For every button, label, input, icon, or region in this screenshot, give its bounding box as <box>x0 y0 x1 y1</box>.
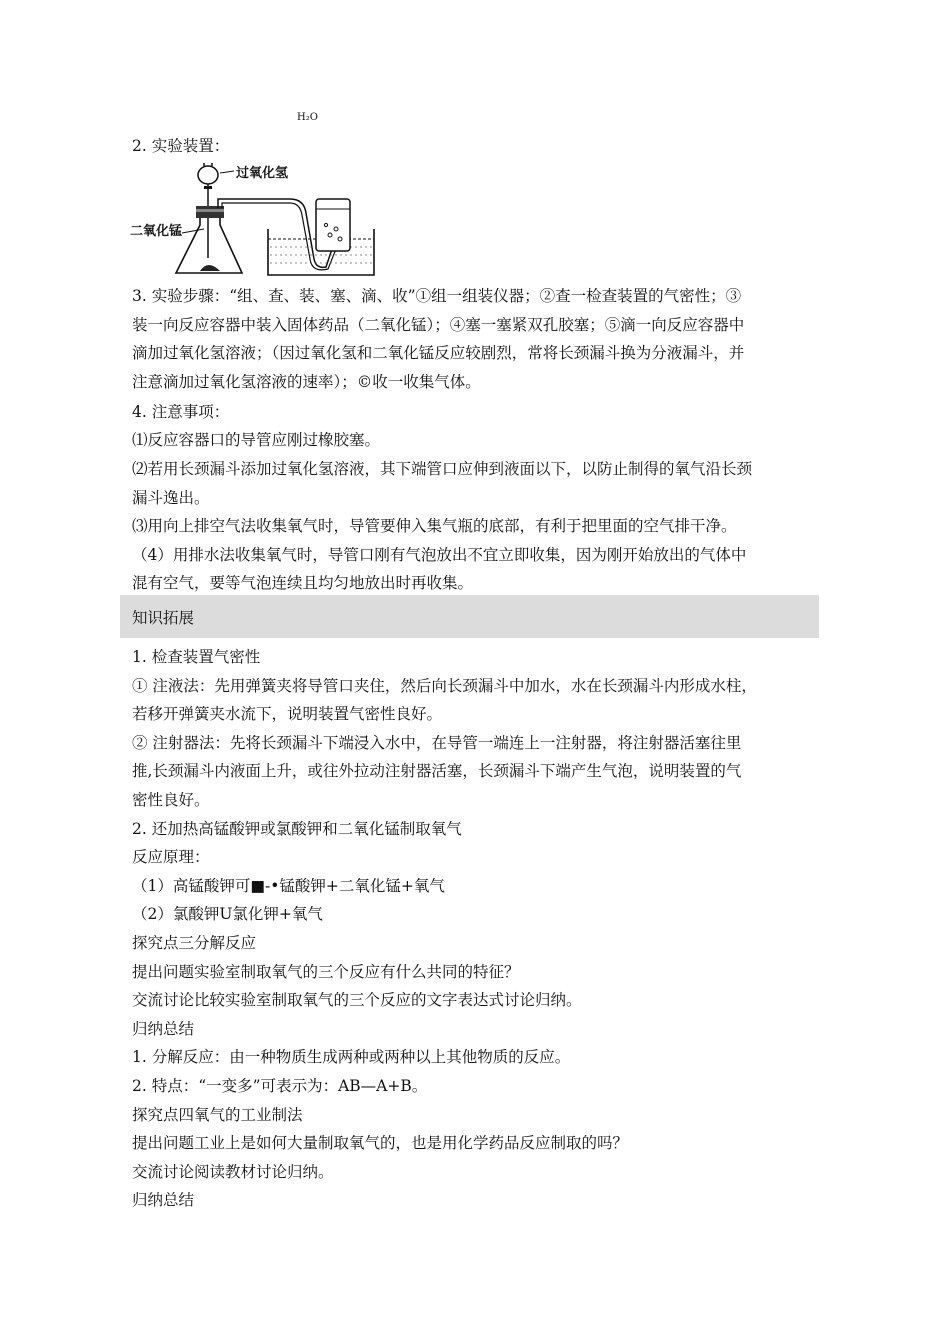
label-manganese-dioxide: 二氧化锰 <box>130 224 183 239</box>
steps-line-1: 3. 实验步骤：“组、查、装、塞、滴、收”①组一组装仪器；②查一检查装置的气密性；③ <box>132 287 742 305</box>
ext-line-16: 2. 特点：“一变多”可表示为：AB—A+B。 <box>132 1077 428 1095</box>
ext-line-12: 提出问题实验室制取氧气的三个反应有什么共同的特征？ <box>132 963 520 981</box>
ext-line-4: ② 注射器法：先将长颈漏斗下端浸入水中，在导管一端连上一注射器，将注射器活塞往里 <box>132 734 742 752</box>
note-1: ⑴反应容器口的导管应刚过橡胶塞。 <box>132 431 381 449</box>
band-title: 知识拓展 <box>132 609 195 627</box>
steps-line-2: 装一向反应容器中装入固体药品（二氧化锰）；④塞一塞紧双孔胶塞；⑤滴一向反应容器中 <box>132 316 745 334</box>
ext-line-6: 密性良好。 <box>132 791 210 809</box>
note-2: ⑵若用长颈漏斗添加过氧化氢溶液，其下端管口应伸到液面以下，以防止制得的氧气沿长颈 <box>132 460 753 478</box>
steps-line-3: 滴加过氧化氢溶液；（因过氧化氢和二氧化锰反应较剧烈，常将长颈漏斗换为分液漏斗，并 <box>132 344 745 362</box>
ext-line-7: 2. 还加热高锰酸钾或氯酸钾和二氧化锰制取氧气 <box>132 820 462 838</box>
ext-line-5: 推,长颈漏斗内液面上升，或往外拉动注射器活塞，长颈漏斗下端产生气泡，说明装置的气 <box>132 762 742 780</box>
note-2-cont: 漏斗逸出。 <box>132 489 210 507</box>
note-3: ⑶用向上排空气法收集氧气时，导管要伸入集气瓶的底部，有利于把里面的空气排干净。 <box>132 517 737 535</box>
ext-line-17: 探究点四氧气的工业制法 <box>132 1106 303 1124</box>
notes-title: 4. 注意事项： <box>132 403 230 421</box>
ext-line-18: 提出问题工业上是如何大量制取氧气的，也是用化学药品反应制取的吗？ <box>132 1134 629 1152</box>
ext-line-11: 探究点三分解反应 <box>132 934 257 952</box>
apparatus-diagram <box>130 163 380 281</box>
ext-line-2: ① 注液法：先用弹簧夹将导管口夹住，然后向长颈漏斗中加水，水在长颈漏斗内形成水柱， <box>132 677 757 695</box>
ext-line-9: （1）高锰酸钾可■-•锰酸钾+二氧化锰+氧气 <box>132 877 445 895</box>
formula-fragment: H₂O <box>297 112 318 123</box>
ext-line-15: 1. 分解反应：由一种物质生成两种或两种以上其他物质的反应。 <box>132 1048 571 1066</box>
apparatus-figure <box>130 163 380 285</box>
steps-line-4: 注意滴加过氧化氢溶液的速率）；©收一收集气体。 <box>132 373 481 391</box>
ext-line-14: 归纳总结 <box>132 1020 195 1038</box>
note-4-cont: 混有空气，要等气泡连续且均匀地放出时再收集。 <box>132 574 474 592</box>
ext-line-10: （2）氯酸钾U氯化钾+氧气 <box>132 905 323 923</box>
note-4: （4）用排水法收集氧气时，导管口刚有气泡放出不宜立即收集，因为刚开始放出的气体中 <box>132 546 747 564</box>
ext-line-19: 交流讨论阅读教材讨论归纳。 <box>132 1163 334 1181</box>
ext-line-3: 若移开弹簧夹水流下，说明装置气密性良好。 <box>132 705 443 723</box>
ext-line-13: 交流讨论比较实验室制取氧气的三个反应的文字表达式讨论归纳。 <box>132 991 582 1009</box>
ext-line-8: 反应原理： <box>132 848 210 866</box>
section-band-knowledge-extension <box>120 595 819 638</box>
section-title-apparatus: 2. 实验装置： <box>132 137 230 155</box>
ext-line-20: 归纳总结 <box>132 1191 195 1209</box>
label-hydrogen-peroxide: 过氧化氢 <box>236 166 289 181</box>
ext-line-1: 1. 检查装置气密性 <box>132 648 261 666</box>
